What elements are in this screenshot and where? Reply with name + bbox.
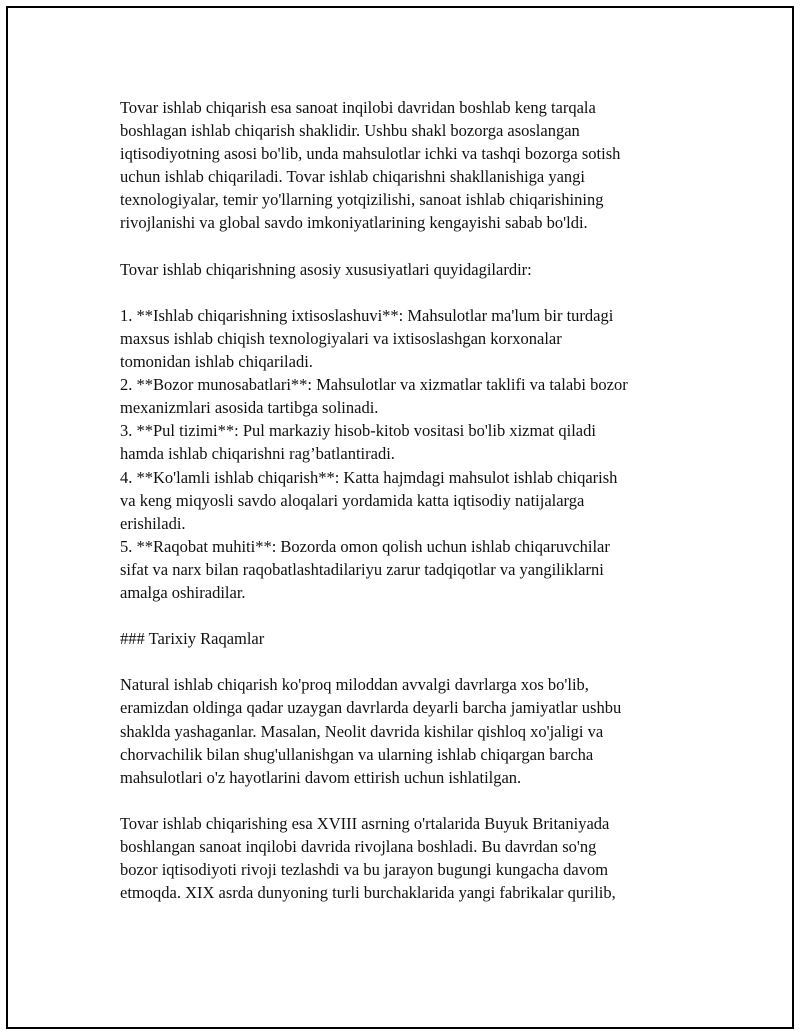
- list-item: 1. **Ishlab chiqarishning ixtisoslashuvi**: Mahsulotlar ma'lum bir turdagi maxsus ishlab chiqish texnologiyalari va ixtisoslashgan korxonalar tomonidan ishlab chiqariladi.: [120, 305, 614, 372]
- paragraph-commodity-history: Tovar ishlab chiqarishing esa XVIII asrning o'rtalarida Buyuk Britaniyada boshlangan sanoat inqilobi davrida rivojlana boshladi. Bu davrdan so'ng bozor iqtisodiyoti rivoji tezlashdi va bu jarayon bugungi kungacha davom etmoqda. XIX asrda dunyoning turli burchaklarida yangi fabrikalar qurilib,: [120, 813, 616, 903]
- list-item: 3. **Pul tizimi**: Pul markaziy hisob-kitob vositasi bo'lib xizmat qiladi hamda ishlab chiqarishni rag’batlantiradi.: [120, 421, 596, 464]
- list-item: 5. **Raqobat muhiti**: Bozorda omon qolish uchun ishlab chiqaruvchilar sifat va narx bilan raqobatlashtadilariyu zarur tadqiqotlar va yangiliklarni amalga oshiradilar.: [120, 536, 610, 602]
- features-list: [120, 304, 690, 604]
- list-item: 2. **Bozor munosabatlari**: Mahsulotlar va xizmatlar taklifi va talabi bozor mexanizmlari asosida tartibga solinadi.: [120, 375, 628, 418]
- document-body: [120, 96, 690, 927]
- paragraph-intro: Tovar ishlab chiqarish esa sanoat inqilobi davridan boshlab keng tarqala boshlagan ishlab chiqarish shaklidir. Ushbu shakl bozorga asoslangan iqtisodiyotning asosi bo'lib, unda mahsulotlar ichki va tashqi bozorga sotish uchun ishlab chiqariladi. Tovar ishlab chiqarishni shakllanishiga yangi texnologiyalar, temir yo'llarning yotqizilishi, sanoat ishlab chiqarishining rivojlanishi va global savdo imkoniyatlarining kengayishi sabab bo'ldi.: [120, 98, 621, 233]
- list-item: 4. **Ko'lamli ishlab chiqarish**: Katta hajmdagi mahsulot ishlab chiqarish va keng miqyosli savdo aloqalari yordamida katta iqtisodiy natijalarga erishiladi.: [120, 467, 618, 533]
- section-heading: ### Tarixiy Raqamlar: [120, 629, 265, 649]
- paragraph-natural-production: Natural ishlab chiqarish ko'proq miloddan avvalgi davrlarga xos bo'lib, eramizdan oldinga qadar uzaygan davrlarda deyarli barcha jamiyatlar ushbu shaklda yashaganlar. Masalan, Neolit davrida kishilar qishloq xo'jaligi va chorvachilik bilan shug'ullanishgan va ularning ishlab chiqargan barcha mahsulotlari o'z hayotlarini davom ettirish uchun ishlatilgan.: [120, 675, 622, 787]
- paragraph-features-lead: Tovar ishlab chiqarishning asosiy xususiyatlari quyidagilardir:: [120, 259, 532, 279]
- page-frame: [6, 6, 794, 1029]
